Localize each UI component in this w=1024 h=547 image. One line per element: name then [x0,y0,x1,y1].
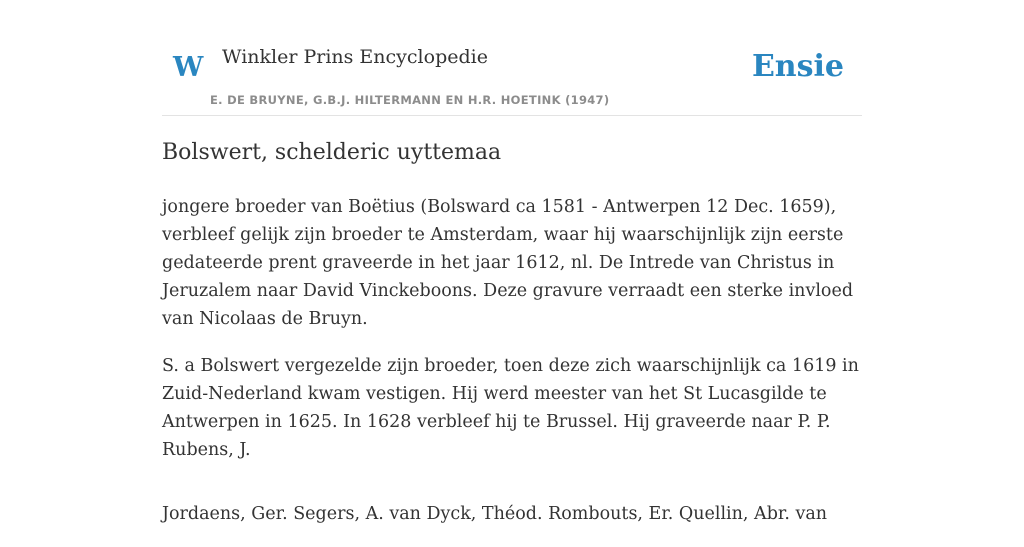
site-header [162,38,862,116]
brand-logo-link[interactable]: Ensie [751,49,844,84]
article-title: Bolswert, schelderic uyttemaa [162,140,502,165]
article-paragraph: Jordaens, Ger. Segers, A. van Dyck, Théod. Rombouts, Er. Quellin, Abr. van [162,504,828,524]
publication-title[interactable]: Winkler Prins Encyclopedie [222,46,488,68]
article-paragraph: S. a Bolswert vergezelde zijn broeder, toen deze zich waarschijnlijk ca 1619 in Zuid-Nederland kwam vestigen. Hij werd meester van het St Lucasgilde te Antwerpen in 1625. In 1628 verbleef hij te Brussel. Hij graveerde naar P. P. Rubens, J. [162,356,859,460]
publication-authors: E. DE BRUYNE, G.B.J. HILTERMANN EN H.R. HOETINK (1947) [210,93,610,107]
article-paragraph: jongere broeder van Boëtius (Bolsward ca 1581 - Antwerpen 12 Dec. 1659), verbleef gelijk zijn broeder te Amsterdam, waar hij waarschijnlijk zijn eerste gedateerde prent graveerde in het jaar 1612, nl. De Intrede van Christus in Jeruzalem naar David Vinckeboons. Deze gravure verraadt een sterke invloed van Nicolaas de Bruyn. [162,197,854,329]
publication-logo[interactable]: W [173,52,204,83]
article-body [162,193,866,547]
